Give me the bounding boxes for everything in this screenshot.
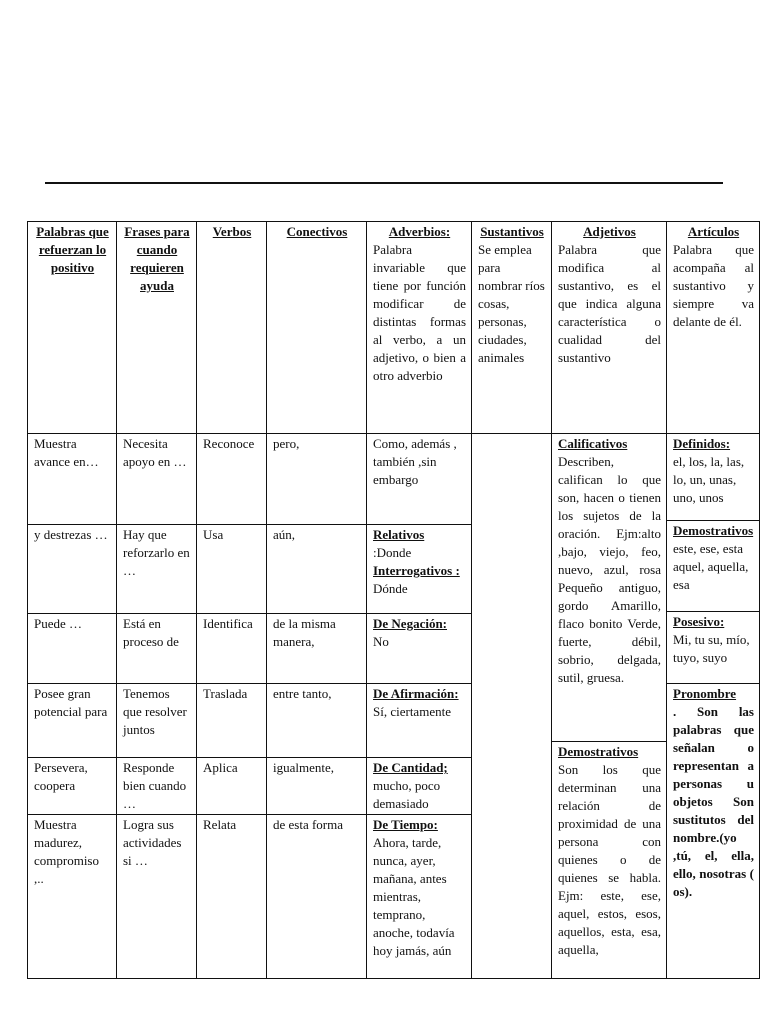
verbos-cell: Aplica — [197, 758, 267, 815]
adjetivos-demostrativos: Demostrativos Son los que determinan una relación de proximidad de una persona con quienes o de quienes se habla. Ejm: este, ese, aquel, estos, esos, aquellos, esta, esa, aquella, — [558, 744, 661, 957]
header-adjetivos: Adjetivos Palabra que modifica al sustantivo, es el que indica alguna característica o cualidad del sustantivo — [552, 222, 667, 434]
verbos-cell: Reconoce — [197, 434, 267, 525]
header-frases: Frases para cuando requieren ayuda — [117, 222, 197, 434]
frases-cell: Necesita apoyo en … — [117, 434, 197, 525]
frases-cell: Tenemos que resolver juntos — [117, 684, 197, 758]
adverbios-tiempo: De Tiempo: Ahora, tarde, nunca, ayer, mañana, antes mientras, temprano, anoche, todavía hoy jamás, aún — [367, 815, 472, 979]
adjetivos-description: Palabra que modifica al sustantivo, es el que indica alguna característica o cualidad del sustantivo — [558, 242, 661, 365]
adjetivos-calificativos: Calificativos Describen, califican lo que son, hacen o tienen los sujetos de la oración. Ejm:alto ,bajo, viejo, feo, nuevo, azul, rosa Pequeño antiguo, gordo Amarillo, flaco bonito Verde, fuerte, débil, sobrio, delgada, sutil, gruesa. — [552, 434, 666, 742]
palabras-cell: Muestra avance en… — [28, 434, 117, 525]
adverbios-cantidad: De Cantidad; mucho, poco demasiado — [367, 758, 472, 815]
adjetivos-column-body — [552, 434, 667, 979]
conectivos-cell: de esta forma — [267, 815, 367, 979]
header-palabras: Palabras que refuerzan lo positivo — [28, 222, 117, 434]
articulos-demostrativos: Demostrativos este, ese, esta aquel, aquella, esa — [667, 521, 759, 612]
articulos-column-body — [667, 434, 760, 979]
palabras-cell: Muestra madurez, compromiso ,.. — [28, 815, 117, 979]
header-sustantivos: Sustantivos Se emplea para nombrar ríos cosas, personas, ciudades, animales — [472, 222, 552, 434]
frases-cell: Hay que reforzarlo en … — [117, 525, 197, 614]
content-table — [27, 221, 760, 979]
articulos-definidos: Definidos: el, los, la, las, lo, un, unas, uno, unos — [667, 434, 759, 521]
sustantivos-column-body — [472, 434, 552, 979]
palabras-cell: Puede … — [28, 614, 117, 684]
adverbios-cell: Como, además , también ,sin embargo — [367, 434, 472, 525]
conectivos-cell: de la misma manera, — [267, 614, 367, 684]
adverbios-description: Palabra invariable que tiene por función modificar de distintas formas al verbo, a un adjetivo, o bien a otro adverbio — [373, 242, 466, 383]
table-row — [28, 434, 760, 525]
verbos-cell: Relata — [197, 815, 267, 979]
header-conectivos: Conectivos — [267, 222, 367, 434]
header-row — [28, 222, 760, 434]
articulos-posesivo: Posesivo: Mi, tu su, mío, tuyo, suyo — [667, 612, 759, 684]
conectivos-cell: aún, — [267, 525, 367, 614]
articulos-description: Palabra que acompaña al sustantivo y siempre va delante de él. — [673, 242, 754, 329]
adverbios-relativos: Relativos :Donde Interrogativos : Dónde — [367, 525, 472, 614]
header-articulos: Artículos Palabra que acompaña al sustantivo y siempre va delante de él. — [667, 222, 760, 434]
frases-cell: Está en proceso de — [117, 614, 197, 684]
conectivos-cell: entre tanto, — [267, 684, 367, 758]
palabras-cell: Persevera, coopera — [28, 758, 117, 815]
header-adverbios: Adverbios: Palabra invariable que tiene por función modificar de distintas formas al verbo, a un adjetivo, o bien a otro adverbio — [367, 222, 472, 434]
verbos-cell: Traslada — [197, 684, 267, 758]
palabras-cell: y destrezas … — [28, 525, 117, 614]
sustantivos-description: Se emplea para nombrar ríos cosas, personas, ciudades, animales — [478, 242, 545, 365]
palabras-cell: Posee gran potencial para — [28, 684, 117, 758]
adverbios-negacion: De Negación: No — [367, 614, 472, 684]
verbos-cell: Usa — [197, 525, 267, 614]
header-rule — [45, 182, 723, 184]
conectivos-cell: igualmente, — [267, 758, 367, 815]
adverbios-afirmacion: De Afirmación: Sí, ciertamente — [367, 684, 472, 758]
conectivos-cell: pero, — [267, 434, 367, 525]
frases-cell: Logra sus actividades si … — [117, 815, 197, 979]
frases-cell: Responde bien cuando … — [117, 758, 197, 815]
verbos-cell: Identifica — [197, 614, 267, 684]
header-verbos: Verbos — [197, 222, 267, 434]
articulos-pronombre: Pronombre . Son las palabras que señalan o representan a personas u objetos Son sustitutos del nombre.(yo ,tú, el, ella, ello, nosotras ( os). — [673, 686, 754, 899]
